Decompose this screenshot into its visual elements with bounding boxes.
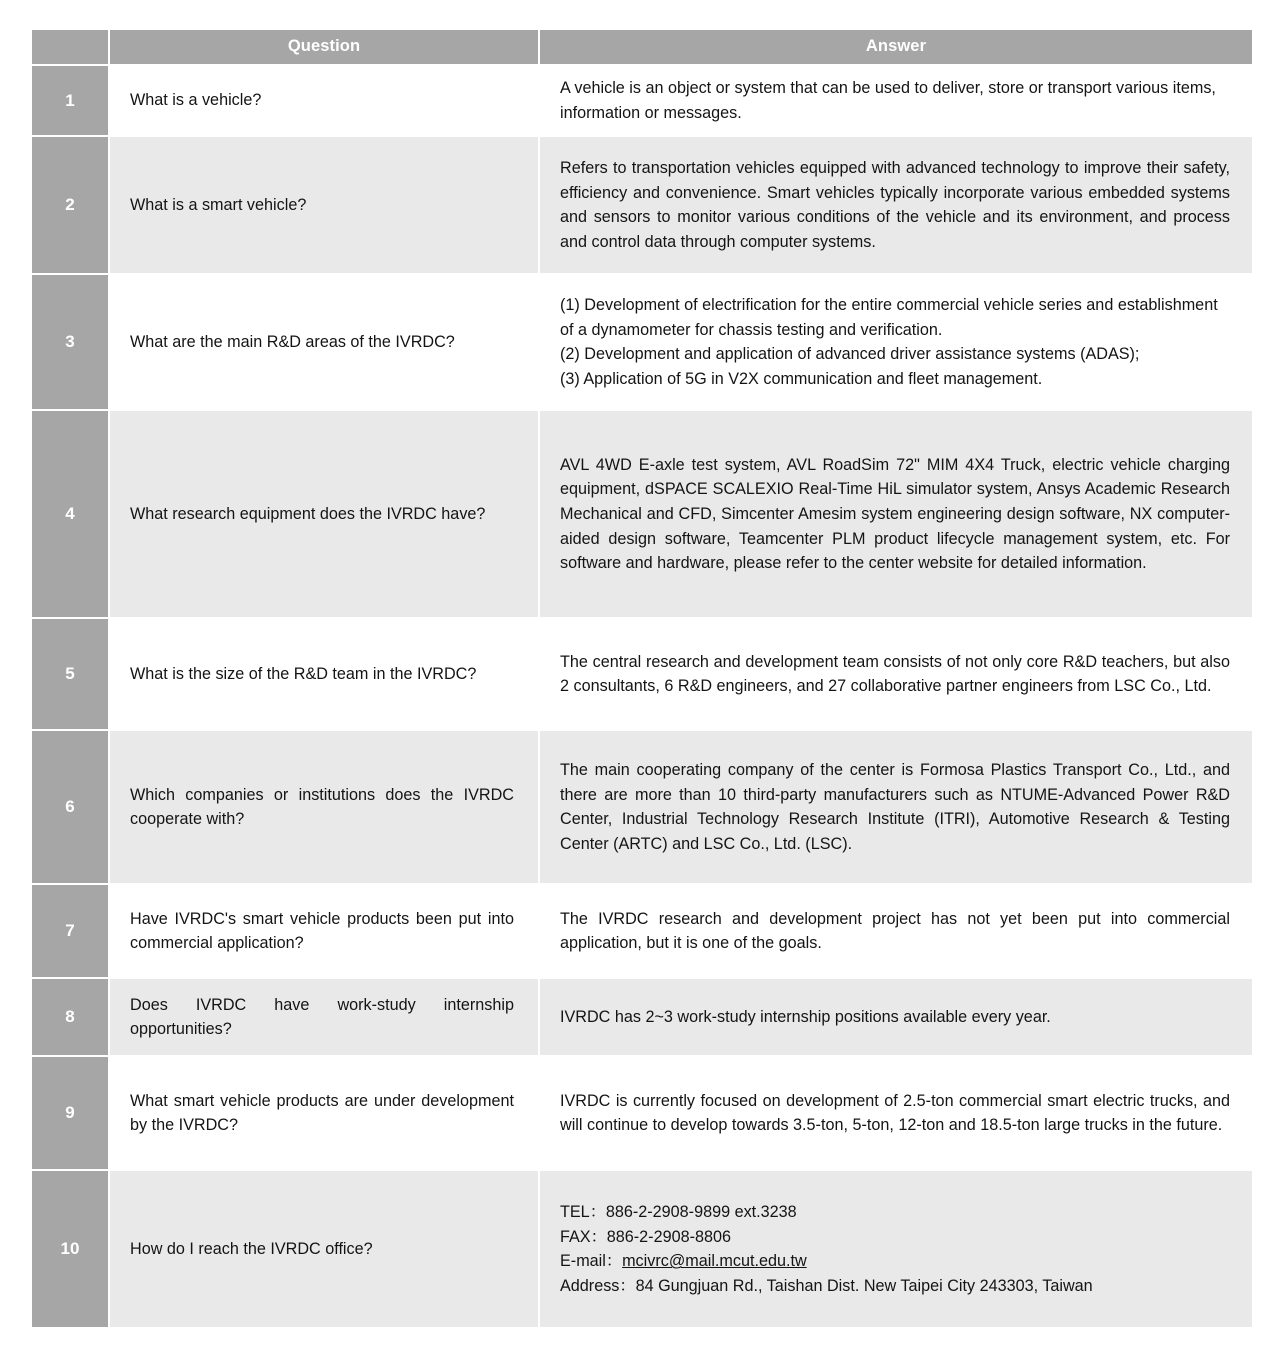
contact-email-link[interactable]: mcivrc@mail.mcut.edu.tw: [622, 1252, 807, 1271]
answer-line: (1) Development of electrification for the entire commercial vehicle series and establishment of a dynamometer for chassis testing and verification.: [560, 296, 1218, 339]
question-cell: Does IVRDC have work-study internship opportunities?: [110, 979, 538, 1055]
table-row: [32, 1057, 1252, 1169]
question-cell: Which companies or institutions does the IVRDC cooperate with?: [110, 731, 538, 883]
header-row: [32, 30, 1252, 64]
header-number: [32, 30, 108, 64]
answer-cell: The main cooperating company of the center is Formosa Plastics Transport Co., Ltd., and there are more than 10 third-party manufacturers such as NTUME-Advanced Power R&D Center, Industrial Technology Research Institute (ITRI), Automotive Research & Testing Center (ARTC) and LSC Co., Ltd. (LSC).: [540, 731, 1252, 883]
answer-cell: The central research and development team consists of not only core R&D teachers, but also 2 consultants, 6 R&D engineers, and 27 collaborative partner engineers from LSC Co., Ltd.: [540, 619, 1252, 729]
table-row: [32, 1171, 1252, 1327]
question-cell: Have IVRDC's smart vehicle products been put into commercial application?: [110, 885, 538, 977]
row-number: 10: [32, 1171, 108, 1327]
answer-cell: IVRDC has 2~3 work-study internship positions available every year.: [540, 979, 1252, 1055]
row-number: 2: [32, 137, 108, 273]
header-answer: Answer: [540, 30, 1252, 64]
answer-cell: IVRDC is currently focused on development of 2.5-ton commercial smart electric trucks, and will continue to develop towards 3.5-ton, 5-ton, 12-ton and 18.5-ton large trucks in the future.: [540, 1057, 1252, 1169]
question-cell: What research equipment does the IVRDC have?: [110, 411, 538, 617]
table-row: [32, 619, 1252, 729]
contact-email-row: [560, 1249, 1230, 1274]
table-row: [32, 411, 1252, 617]
answer-cell: A vehicle is an object or system that can be used to deliver, store or transport various items, information or messages.: [540, 66, 1252, 135]
row-number: 7: [32, 885, 108, 977]
answer-cell: AVL 4WD E-axle test system, AVL RoadSim 72" MIM 4X4 Truck, electric vehicle charging equipment, dSPACE SCALEXIO Real-Time HiL simulator system, Ansys Academic Research Mechanical and CFD, Simcenter Amesim system engineering design software, NX computer-aided design software, Teamcenter PLM product lifecycle management system, etc. For software and hardware, please refer to the center website for detailed information.: [540, 411, 1252, 617]
row-number: 8: [32, 979, 108, 1055]
question-cell: What is a smart vehicle?: [110, 137, 538, 273]
question-cell: What is the size of the R&D team in the IVRDC?: [110, 619, 538, 729]
table-body: [32, 66, 1252, 1327]
answer-cell: Refers to transportation vehicles equipped with advanced technology to improve their safety, efficiency and convenience. Smart vehicles typically incorporate various embedded systems and sensors to monitor various conditions of the vehicle and its environment, and process and control data through computer systems.: [540, 137, 1252, 273]
row-number: 9: [32, 1057, 108, 1169]
contact-tel: TEL：886-2-2908-9899 ext.3238: [560, 1203, 797, 1221]
row-number: 1: [32, 66, 108, 135]
contact-fax: FAX：886-2-2908-8806: [560, 1227, 731, 1246]
contact-address: Address：84 Gungjuan Rd., Taishan Dist. New Taipei City 243303, Taiwan: [560, 1276, 1093, 1295]
question-cell: What smart vehicle products are under development by the IVRDC?: [110, 1057, 538, 1169]
question-cell: How do I reach the IVRDC office?: [110, 1171, 538, 1327]
answer-cell: The IVRDC research and development project has not yet been put into commercial application, but it is one of the goals.: [540, 885, 1252, 977]
table-row: [32, 731, 1252, 883]
table-row: [32, 885, 1252, 977]
answer-cell: [540, 1171, 1252, 1327]
faq-table-container: [30, 28, 1252, 1329]
question-cell: What are the main R&D areas of the IVRDC?: [110, 275, 538, 409]
answer-cell: [540, 275, 1252, 409]
question-cell: What is a vehicle?: [110, 66, 538, 135]
row-number: 5: [32, 619, 108, 729]
row-number: 3: [32, 275, 108, 409]
table-row: [32, 137, 1252, 273]
faq-table: [30, 28, 1254, 1329]
table-header: [32, 30, 1252, 64]
row-number: 6: [32, 731, 108, 883]
header-question: Question: [110, 30, 538, 64]
answer-line: (3) Application of 5G in V2X communication and fleet management.: [560, 369, 1043, 388]
table-row: [32, 66, 1252, 135]
table-row: [32, 979, 1252, 1055]
row-number: 4: [32, 411, 108, 617]
answer-line: (2) Development and application of advanced driver assistance systems (ADAS);: [560, 345, 1140, 364]
table-row: [32, 275, 1252, 409]
contact-email-label: E-mail：: [560, 1252, 623, 1271]
